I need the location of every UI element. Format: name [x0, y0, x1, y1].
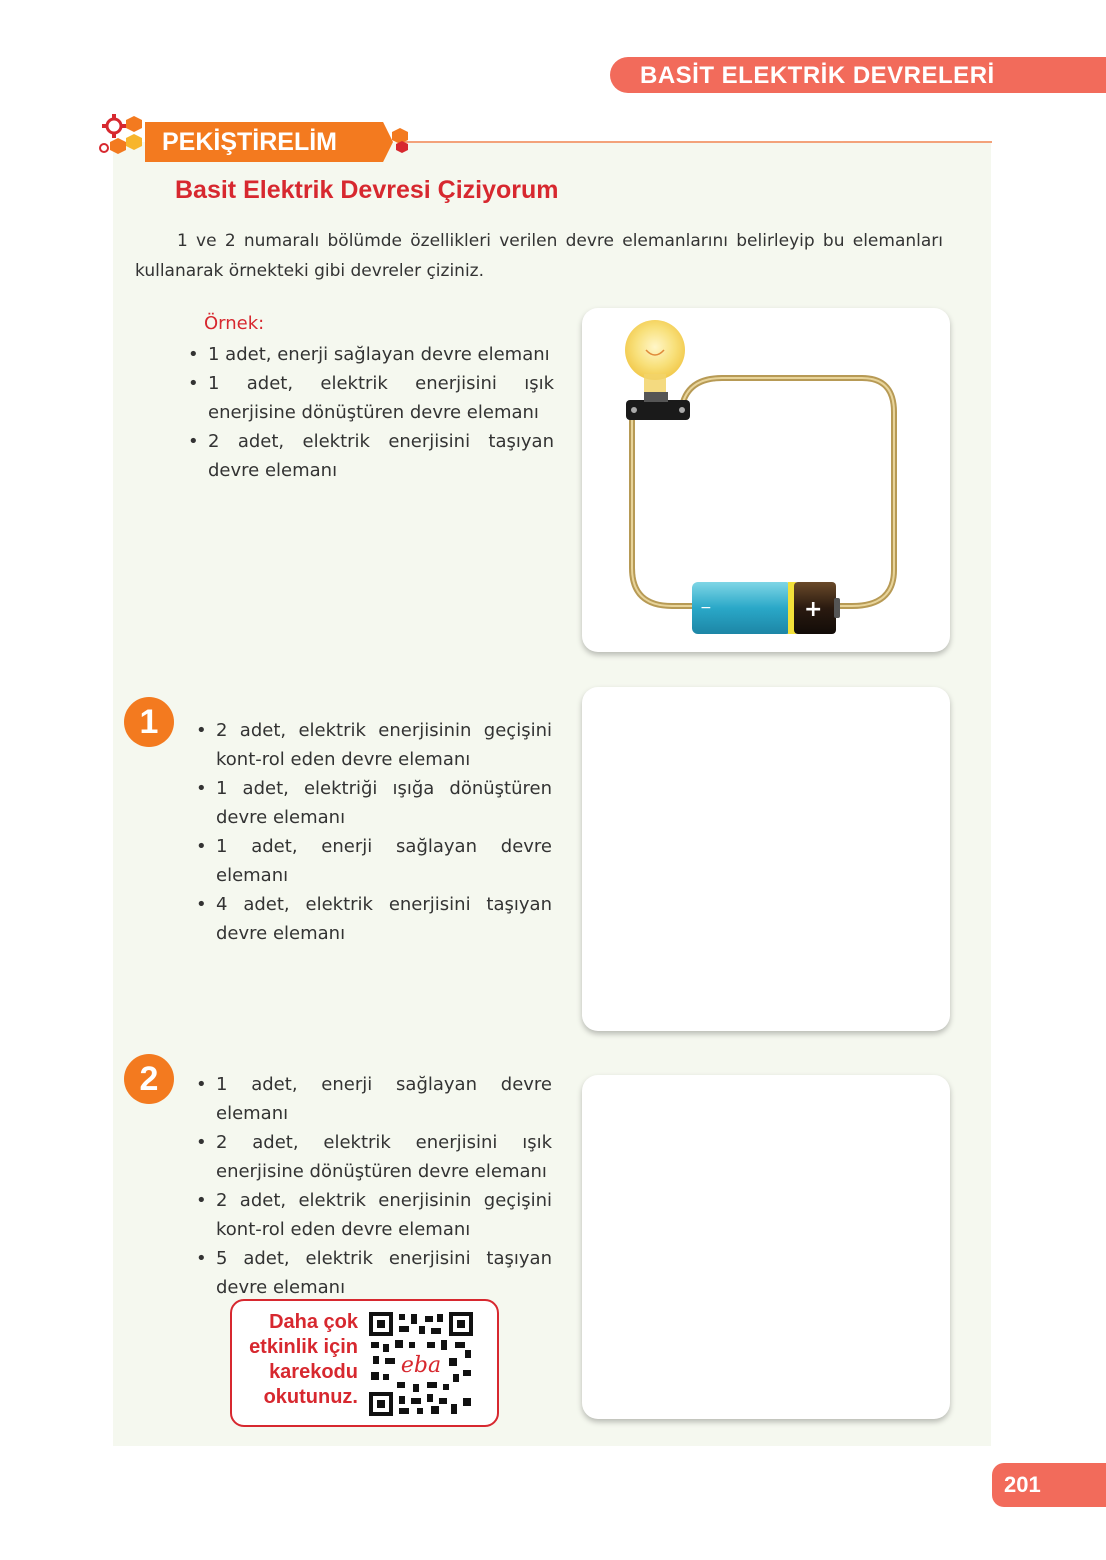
list-item: • 1 adet, enerji sağlayan devre elemanı: [216, 1070, 552, 1128]
task-2-list: [194, 1070, 552, 1302]
battery-minus-sign: −: [700, 600, 712, 616]
list-item: • 2 adet, elektrik enerjisinin geçişini kont-rol eden devre elemanı: [216, 716, 552, 774]
example-circuit-diagram: [582, 308, 950, 652]
qr-code-icon[interactable]: [369, 1312, 473, 1416]
task-number-2: 2: [124, 1054, 174, 1104]
activity-title: Basit Elektrik Devresi Çiziyorum: [175, 176, 559, 204]
wire: [682, 378, 894, 606]
section-divider-line: [400, 141, 992, 143]
qr-line: etkinlik için: [249, 1336, 358, 1358]
battery-icon: [692, 582, 840, 634]
example-circuit-card: [582, 308, 950, 652]
page-number: 201: [1004, 1472, 1041, 1497]
bulb-icon: [625, 320, 690, 420]
list-item: • 2 adet, elektrik enerjisinin geçişini kont-rol eden devre elemanı: [216, 1186, 552, 1244]
list-item: • 2 adet, elektrik enerjisini ışık enerjisine dönüştüren devre elemanı: [216, 1128, 552, 1186]
example-label: Örnek:: [204, 313, 265, 334]
list-item: • 1 adet, enerji sağlayan devre elemanı: [216, 832, 552, 890]
task-number-1: 1: [124, 697, 174, 747]
example-list: [186, 340, 554, 485]
activity-instructions: 1 ve 2 numaralı bölümde özellikleri verilen devre elemanlarını belirleyip bu elemanları kullanarak örnekteki gibi devreler çiziniz.: [135, 231, 943, 281]
task-1-list: [194, 716, 552, 948]
list-item: • 1 adet, elektriği ışığa dönüştüren devre elemanı: [216, 774, 552, 832]
hex-ornament-icon: [390, 124, 414, 156]
list-item: • 1 adet, enerji sağlayan devre elemanı: [208, 340, 554, 369]
chapter-title: BASİT ELEKTRİK DEVRELERİ: [640, 62, 995, 89]
qr-callout-text: [240, 1310, 358, 1410]
gear-icon: [96, 108, 152, 164]
section-title: PEKİŞTİRELİM: [162, 128, 338, 156]
list-item: • 4 adet, elektrik enerjisini taşıyan devre elemanı: [216, 890, 552, 948]
list-item: • 2 adet, elektrik enerjisini taşıyan devre elemanı: [208, 427, 554, 485]
qr-line: okutunuz.: [263, 1386, 358, 1408]
eba-logo: eba: [400, 1353, 442, 1378]
list-item: • 1 adet, elektrik enerjisini ışık enerjisine dönüştüren devre elemanı: [208, 369, 554, 427]
list-item: • 5 adet, elektrik enerjisini taşıyan devre elemanı: [216, 1244, 552, 1302]
battery-plus-sign: +: [804, 597, 823, 622]
task-1-drawing-area[interactable]: [582, 687, 950, 1031]
qr-line: karekodu: [269, 1361, 358, 1383]
wire: [632, 418, 692, 606]
qr-line: Daha çok: [269, 1311, 358, 1333]
task-2-drawing-area[interactable]: [582, 1075, 950, 1419]
